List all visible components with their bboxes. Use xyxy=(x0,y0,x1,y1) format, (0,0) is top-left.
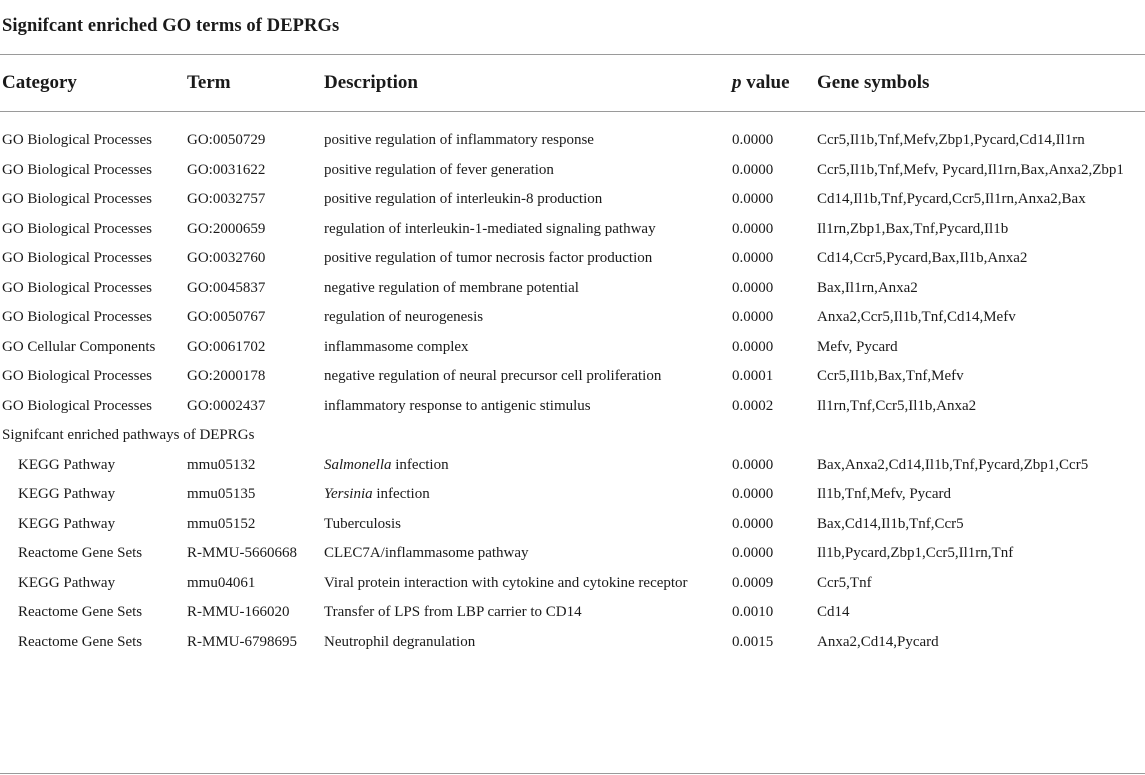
p-value-cell: 0.0000 xyxy=(732,545,774,561)
p-value-cell: 0.0000 xyxy=(732,132,774,148)
category-cell: GO Biological Processes xyxy=(2,161,152,178)
category-cell: GO Biological Processes xyxy=(2,220,152,237)
description-cell: negative regulation of membrane potential xyxy=(324,279,579,296)
table-row xyxy=(0,626,1145,656)
gene-symbols-cell: Il1rn,Zbp1,Bax,Tnf,Pycard,Il1b xyxy=(817,220,1009,237)
p-value-cell: 0.0010 xyxy=(732,604,774,620)
category-cell: Reactome Gene Sets xyxy=(18,545,143,561)
header-term: Term xyxy=(187,72,231,93)
p-value-cell: 0.0009 xyxy=(732,574,774,591)
term-cell: GO:2000659 xyxy=(187,220,266,237)
header-category: Category xyxy=(2,72,77,93)
table-row xyxy=(0,449,1145,479)
p-value-cell: 0.0000 xyxy=(732,279,774,296)
term-cell: GO:2000178 xyxy=(187,368,266,384)
category-cell: Reactome Gene Sets xyxy=(18,604,143,620)
term-cell: GO:0032757 xyxy=(187,191,266,207)
table-row xyxy=(0,301,1145,331)
description-cell: regulation of interleukin-1-mediated signaling pathway xyxy=(324,220,656,237)
table-row xyxy=(0,537,1145,567)
category-cell: KEGG Pathway xyxy=(18,456,116,473)
gene-symbols-cell: Bax,Cd14,Il1b,Tnf,Ccr5 xyxy=(817,515,964,532)
gene-symbols-cell: Mefv, Pycard xyxy=(817,338,898,355)
term-cell: mmu05135 xyxy=(187,486,256,502)
table-row xyxy=(0,390,1145,420)
header-p-italic: p xyxy=(732,72,742,93)
category-cell: Reactome Gene Sets xyxy=(18,633,143,650)
term-cell: GO:0032760 xyxy=(187,250,266,266)
gene-symbols-cell: Ccr5,Il1b,Bax,Tnf,Mefv xyxy=(817,368,964,384)
gene-symbols-cell: Cd14 xyxy=(817,604,850,620)
term-cell: GO:0002437 xyxy=(187,397,266,414)
category-cell: GO Biological Processes xyxy=(2,279,152,296)
gene-symbols-cell: Anxa2,Cd14,Pycard xyxy=(817,633,939,650)
p-value-cell: 0.0000 xyxy=(732,191,774,207)
description-italic-part: Salmonella xyxy=(324,456,392,473)
description-cell xyxy=(324,567,732,597)
description-cell xyxy=(324,626,732,656)
table-row xyxy=(0,183,1145,213)
category-cell: KEGG Pathway xyxy=(18,515,116,532)
p-value-cell: 0.0000 xyxy=(732,250,774,266)
p-value-cell: 0.0000 xyxy=(732,338,774,355)
header-description: Description xyxy=(324,72,418,93)
table-row xyxy=(0,113,1145,154)
p-value-cell: 0.0000 xyxy=(732,309,774,325)
description-italic-part: Yersinia xyxy=(324,486,373,502)
category-cell: KEGG Pathway xyxy=(18,574,116,591)
p-value-cell: 0.0002 xyxy=(732,397,774,414)
p-value-cell: 0.0000 xyxy=(732,161,774,178)
gene-symbols-cell: Il1b,Pycard,Zbp1,Ccr5,Il1rn,Tnf xyxy=(817,545,1014,561)
table-row xyxy=(0,154,1145,184)
table-row xyxy=(0,331,1145,361)
gene-symbols-cell: Bax,Il1rn,Anxa2 xyxy=(817,279,918,296)
description-cell: inflammatory response to antigenic stimulus xyxy=(324,397,591,414)
category-cell: GO Biological Processes xyxy=(2,132,152,148)
p-value-cell: 0.0000 xyxy=(732,456,774,473)
description-text-part: Neutrophil degranulation xyxy=(324,633,476,650)
category-cell: GO Biological Processes xyxy=(2,309,152,325)
category-cell: GO Biological Processes xyxy=(2,250,152,266)
table-row xyxy=(0,508,1145,538)
description-cell: regulation of neurogenesis xyxy=(324,309,484,325)
header-row xyxy=(0,55,1145,113)
description-text-part: Tuberculosis xyxy=(324,515,401,532)
table-caption: Signifcant enriched GO terms of DEPRGs xyxy=(2,16,340,36)
table-header xyxy=(0,55,1145,113)
term-cell: mmu05132 xyxy=(187,456,256,473)
category-cell: GO Biological Processes xyxy=(2,191,152,207)
p-value-cell: 0.0015 xyxy=(732,633,774,650)
term-cell: GO:0050767 xyxy=(187,309,266,325)
table-row xyxy=(0,596,1145,626)
description-text-part: Transfer of LPS from LBP carrier to CD14 xyxy=(324,604,582,620)
term-cell: GO:0050729 xyxy=(187,132,266,148)
description-text-part: CLEC7A/inflammasome pathway xyxy=(324,545,529,561)
gene-symbols-cell: Il1b,Tnf,Mefv, Pycard xyxy=(817,486,951,502)
description-cell xyxy=(324,537,732,567)
term-cell: GO:0045837 xyxy=(187,279,266,296)
p-value-cell: 0.0001 xyxy=(732,368,774,384)
category-cell: KEGG Pathway xyxy=(18,486,116,502)
gene-symbols-cell: Il1rn,Tnf,Ccr5,Il1b,Anxa2 xyxy=(817,397,977,414)
description-cell: positive regulation of fever generation xyxy=(324,161,554,178)
gene-symbols-cell: Ccr5,Il1b,Tnf,Mefv,Zbp1,Pycard,Cd14,Il1rn xyxy=(817,132,1085,148)
gene-symbols-cell: Cd14,Ccr5,Pycard,Bax,Il1b,Anxa2 xyxy=(817,250,1028,266)
gene-symbols-cell: Ccr5,Tnf xyxy=(817,574,872,591)
category-cell: GO Cellular Components xyxy=(2,338,156,355)
enrichment-table xyxy=(0,55,1145,655)
pathway-section-title: Signifcant enriched pathways of DEPRGs xyxy=(2,427,255,443)
description-cell xyxy=(324,508,732,538)
p-value-cell: 0.0000 xyxy=(732,220,774,237)
gene-symbols-cell: Cd14,Il1b,Tnf,Pycard,Ccr5,Il1rn,Anxa2,Bax xyxy=(817,191,1086,207)
p-value-cell: 0.0000 xyxy=(732,515,774,532)
description-cell xyxy=(324,478,732,508)
description-cell: positive regulation of interleukin-8 production xyxy=(324,191,603,207)
description-cell: positive regulation of tumor necrosis factor production xyxy=(324,250,653,266)
table-row xyxy=(0,213,1145,243)
term-cell: GO:0031622 xyxy=(187,161,266,178)
category-cell: GO Biological Processes xyxy=(2,368,152,384)
description-cell xyxy=(324,596,732,626)
description-cell: negative regulation of neural precursor cell proliferation xyxy=(324,368,662,384)
table-body xyxy=(0,113,1145,655)
p-value-cell: 0.0000 xyxy=(732,486,774,502)
description-text-part: infection xyxy=(391,456,449,473)
header-p-rest: value xyxy=(741,72,790,93)
term-cell: mmu05152 xyxy=(187,515,256,532)
bottom-rule xyxy=(0,773,1145,774)
term-cell: R-MMU-6798695 xyxy=(187,633,298,650)
table-row xyxy=(0,567,1145,597)
description-text-part: Viral protein interaction with cytokine and cytokine receptor xyxy=(324,574,688,591)
term-cell: mmu04061 xyxy=(187,574,256,591)
header-p-value xyxy=(732,55,817,113)
table-row xyxy=(0,478,1145,508)
term-cell: GO:0061702 xyxy=(187,338,266,355)
table-row xyxy=(0,242,1145,272)
table-row xyxy=(0,360,1145,390)
table-row xyxy=(0,272,1145,302)
gene-symbols-cell: Ccr5,Il1b,Tnf,Mefv, Pycard,Il1rn,Bax,Anxa2,Zbp1 xyxy=(817,161,1124,178)
gene-symbols-cell: Anxa2,Ccr5,Il1b,Tnf,Cd14,Mefv xyxy=(817,309,1016,325)
description-text-part: infection xyxy=(372,486,430,502)
category-cell: GO Biological Processes xyxy=(2,397,152,414)
term-cell: R-MMU-5660668 xyxy=(187,545,298,561)
description-cell xyxy=(324,449,732,479)
term-cell: R-MMU-166020 xyxy=(187,604,290,620)
gene-symbols-cell: Bax,Anxa2,Cd14,Il1b,Tnf,Pycard,Zbp1,Ccr5 xyxy=(817,456,1089,473)
header-gene-symbols: Gene symbols xyxy=(817,72,930,93)
pathway-section-row xyxy=(0,419,1145,449)
description-cell: positive regulation of inflammatory response xyxy=(324,132,594,148)
description-cell: inflammasome complex xyxy=(324,338,469,355)
